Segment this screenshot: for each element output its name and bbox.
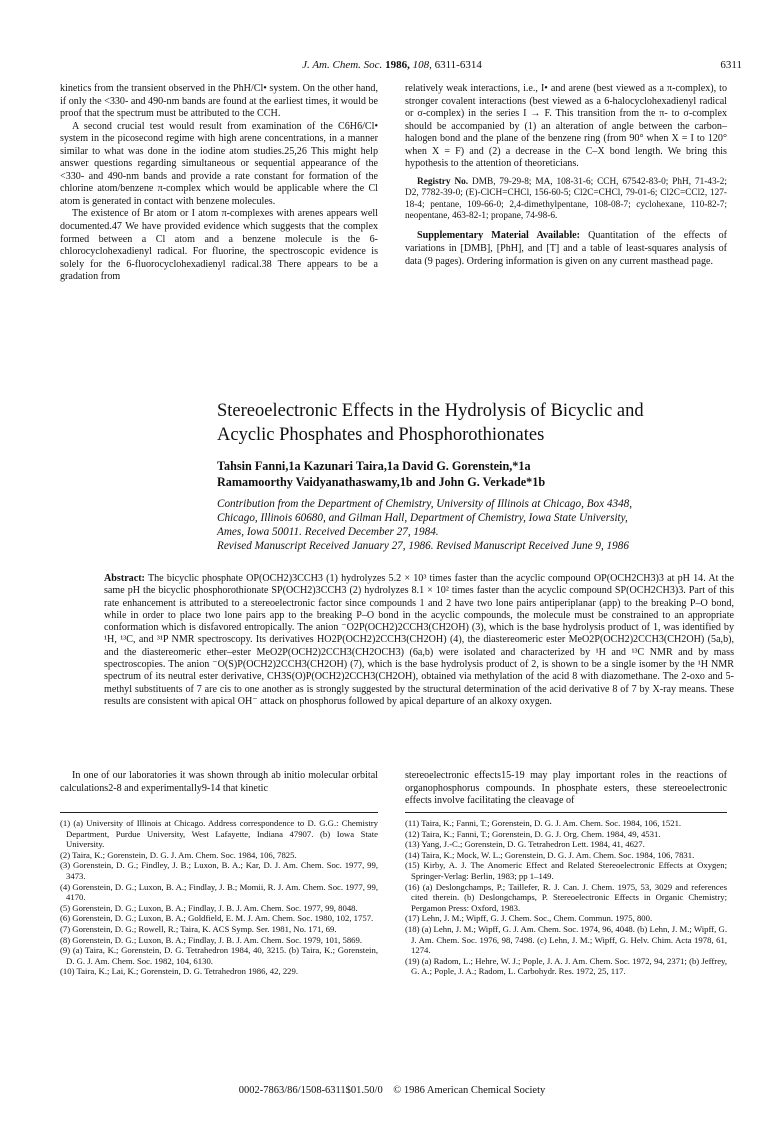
registry-numbers bbox=[405, 177, 727, 223]
intro-right bbox=[405, 770, 727, 808]
intro-left bbox=[60, 770, 378, 795]
footnote: (13) Yang, J.-C.; Gorenstein, D. G. Tetrahedron Lett. 1984, 41, 4627. bbox=[405, 839, 645, 850]
footnote: (6) Gorenstein, D. G.; Luxon, B. A.; Goldfield, E. M. J. Am. Chem. Soc. 1980, 102, 1757. bbox=[60, 913, 374, 924]
footnote: (7) Gorenstein, D. G.; Rowell, R.; Taira, K. ACS Symp. Ser. 1981, No. 171, 69. bbox=[60, 923, 337, 934]
affiliation-line: Contribution from the Department of Chemistry, University of Illinois at Chicago, Box 4348, bbox=[217, 498, 633, 510]
journal-name: J. Am. Chem. Soc. bbox=[302, 59, 383, 71]
prev-paragraph: kinetics from the transient observed in the PhH/Cl• system. On the other hand, if only the <330- and 490-nm bands are found at the earliest times, it would be proof that the spectrum must be attributed to the CCH. bbox=[60, 83, 378, 120]
footnotes-right bbox=[405, 818, 727, 977]
supp-label: Supplementary Material Available: bbox=[417, 230, 580, 242]
footer-copyright: © 1986 American Chemical Society bbox=[393, 1085, 546, 1096]
page-number: 6311 bbox=[720, 59, 742, 71]
prev-article-right-column bbox=[405, 83, 727, 268]
footer-code: 0002-7863/86/1508-6311$01.50/0 bbox=[238, 1085, 383, 1096]
footnote: (15) Kirby, A. J. The Anomeric Effect and Related Stereoelectronic Effects at Oxygen; Springer-Verlag: Berlin, 1983; pp 1–149. bbox=[405, 860, 727, 881]
footnote: (19) (a) Radom, L.; Hehre, W. J.; Pople, J. A. J. Am. Chem. Soc. 1972, 94, 2371; (b) Jeffrey, G. A.; Pople, J. A.; Radom, L. Carbohydr. Res. 1972, 25, 117. bbox=[405, 955, 727, 977]
footnote: (1) (a) University of Illinois at Chicago. Address correspondence to D. G.G.: Chemistry Department, Purdue University, West Lafayette, Indiana 47907. (b) Iowa State University. bbox=[60, 818, 378, 850]
abstract bbox=[104, 573, 734, 708]
article-authors bbox=[217, 458, 737, 490]
prev-paragraph: A second crucial test would result from examination of the C6H6/Cl• system in the picosecond regime with high arene concentrations, in a manner similar to what was done in the iodine atom studies.25,26 This might help answer questions regarding simultaneous or sequential appearance of the <330- and 490-nm bands and provide a rate constant for formation of the chlorine atom/benzene π-complex which would be applicable where the Cl atom is generated in contact with benzene molecules. bbox=[60, 120, 378, 207]
footnote-rule-left bbox=[60, 812, 378, 813]
affiliation-line: Ames, Iowa 50011. Received December 27, 1984. bbox=[217, 526, 439, 538]
footnote: (2) Taira, K.; Gorenstein, D. G. J. Am. Chem. Soc. 1984, 106, 7825. bbox=[60, 849, 297, 860]
footnote: (10) Taira, K.; Lai, K.; Gorenstein, D. G. Tetrahedron 1986, 42, 229. bbox=[60, 966, 299, 977]
prev-paragraph: relatively weak interactions, i.e., I• and arene (best viewed as a π-complex), to stronger covalent interactions (best viewed as a 6-halocyclohexadienyl radical or σ-complex) in the series I → F. This transition from the π- to σ-complex should be accompanied by (1) an alteration of angle between the carbon–halogen bond and the plane of the benzene ring (from 90° when X = I to 120° when X = F) and (2) a decrease in the C–X bond length. We bring this hypothesis to the attention of theoreticians. bbox=[405, 83, 727, 170]
authors-line: Ramamoorthy Vaidyanathaswamy,1b and John G. Verkade*1b bbox=[217, 475, 546, 489]
footnote: (18) (a) Lehn, J. M.; Wipff, G. J. Am. Chem. Soc. 1974, 96, 4048. (b) Lehn, J. M.; Wipff, G. J. Am. Chem. Soc. 1976, 98, 7498. (c) Lehn, J. M.; Wipff, G. Helv. Chim. Acta 1978, 61, 1274. bbox=[405, 923, 727, 956]
title-line: Stereoelectronic Effects in the Hydrolysis of Bicyclic and bbox=[217, 401, 644, 421]
journal-year: 1986, bbox=[385, 59, 410, 71]
intro-paragraph: stereoelectronic effects15-19 may play important roles in the reactions of organophosphorus compounds. In phosphate esters, these stereoelectronic effects involve facilitating the cleavage of bbox=[405, 770, 727, 807]
footnotes-left bbox=[60, 818, 378, 977]
abstract-text: The bicyclic phosphate OP(OCH2)3CCH3 (1) hydrolyzes 5.2 × 10³ times faster than the acyclic compound OP(OCH2CH3)3 at pH 14. At the same pH the bicyclic phosphorothionate SP(OCH2)3CCH3 (2) hydrolyzes 8.1 × 10² times faster than the acyclic compound SP(OCH2CH3)3. Part of this rate enhancement is attributed to a stereoelectronic factor since compounds 1 and 2 have two lone pairs antiperiplanar (app) to the breaking P–O bond, while in order to place two lone pairs app to the breaking P–O bond in the acyclic compounds, the molecule must be constrained to an appropriate conformation which is disfavored entropically. The anion ⁻O2P(OCH2)2CCH3(CH2OH) (3), which is the base hydrolysis product of 1, was identified by ¹H, ¹³C, and ³¹P NMR spectroscopy. Its derivatives HO2P(OCH2)2CCH3(CH2OH) (4), the diastereomeric ester MeO2P(OCH2)2CCH3(CH2OH) (5a,b), and the diastereomeric ether–ester MeO2P(OCH2)2CCH3(CH2OCH3) (6a,b) were isolated and characterized by ¹H and ¹³C NMR and by mass spectroscopies. The anion ⁻O(S)P(OCH2)2CCH3(CH2OH) (7), which is the base hydrolysis product of 2, is shown to be a single isomer by the ¹H NMR spectrum of its neutral ester derivative, CH3S(O)P(OCH2)2CCH3(CH2OH), obtained via methylation of the acid 8 with diazomethane. The 2-oxo and 5-methyl substituents of 7 are cis to one another as is strongly suggested by the structural determination of the acid derivative 8 of 7 by X-ray means. These results are consistent with apical OH⁻ attack on phosphorus followed by apical departure of an alkoxy oxygen. bbox=[104, 573, 734, 707]
authors-line: Tahsin Fanni,1a Kazunari Taira,1a David G. Gorenstein,*1a bbox=[217, 459, 531, 473]
journal-pages: 6311-6314 bbox=[434, 59, 482, 71]
footnote: (5) Gorenstein, D. G.; Luxon, B. A.; Findlay, J. B. J. Am. Chem. Soc. 1977, 99, 8048. bbox=[60, 902, 358, 913]
footnote: (11) Taira, K.; Fanni, T.; Gorenstein, D. G. J. Am. Chem. Soc. 1984, 106, 1521. bbox=[405, 818, 682, 828]
title-line: Acyclic Phosphates and Phosphorothionates bbox=[217, 425, 545, 445]
registry-label: Registry No. bbox=[417, 176, 469, 187]
intro-paragraph: In one of our laboratories it was shown through ab initio molecular orbital calculations2-8 and experimentally9-14 that kinetic bbox=[60, 770, 378, 794]
footnote: (9) (a) Taira, K.; Gorenstein, D. G. Tetrahedron 1984, 40, 3215. (b) Taira, K.; Gorenstein, D. G. J. Am. Chem. Soc. 1982, 104, 6130. bbox=[60, 945, 378, 966]
footnote: (4) Gorenstein, D. G.; Luxon, B. A.; Findlay, J. B.; Momii, R. J. Am. Chem. Soc. 1977, 99, 4170. bbox=[60, 881, 378, 903]
footnote: (3) Gorenstein, D. G.; Findley, J. B.; Luxon, B. A.; Kar, D. J. Am. Chem. Soc. 1977, 99, 3473. bbox=[60, 860, 378, 881]
running-header bbox=[0, 59, 784, 71]
footnote: (8) Gorenstein, D. G.; Luxon, B. A.; Findlay, J. B. J. Am. Chem. Soc. 1979, 101, 5869. bbox=[60, 934, 363, 945]
affiliation-line: Revised Manuscript Received January 27, 1986. Revised Manuscript Received June 9, 1986 bbox=[217, 540, 629, 552]
affiliation-line: Chicago, Illinois 60680, and Gilman Hall, Department of Chemistry, Iowa State University, bbox=[217, 512, 628, 524]
footnote: (16) (a) Deslongchamps, P.; Taillefer, R. J. Can. J. Chem. 1975, 53, 3029 and references cited therein. (b) Deslongchamps, P. Stereoelectronic Effects in Organic Chemistry; Pergamon Press: Oxford, 1983. bbox=[405, 881, 727, 913]
footnote-rule-right bbox=[405, 812, 727, 813]
footnote: (17) Lehn, J. M.; Wipff, G. J. Chem. Soc., Chem. Commun. 1975, 800. bbox=[405, 913, 653, 924]
registry-text: DMB, 79-29-8; MA, 108-31-6; CCH, 67542-83-0; PhH, 71-43-2; D2, 7782-39-0; (E)-ClCH=CHCl, 156-60-5; Cl2C=CHCl, 79-01-6; Cl2C=CCl2, 127-18-4; pentane, 109-66-0; 2,4-dimethylpentane, 108-08-7; cyclohexane, 110-82-7; neopentane, 463-82-1; propane, 74-98-6. bbox=[405, 176, 727, 222]
supplementary-material bbox=[405, 230, 727, 268]
journal-volume: 108, bbox=[412, 59, 432, 71]
prev-article-left-column bbox=[60, 83, 378, 284]
prev-paragraph: The existence of Br atom or I atom π-complexes with arenes appears well documented.47 We have provided evidence which suggests that the complex formed between a Cl atom and a benzene molecule is the 6-chlorocyclohexadienyl radical. For fluorine, the spectroscopic evidence is solely for the 6-fluorocyclohexadienyl radical.38 There appears to be a gradation from bbox=[60, 208, 378, 283]
article-title bbox=[217, 399, 737, 447]
footnote: (14) Taira, K.; Mock, W. L.; Gorenstein, D. G. J. Am. Chem. Soc. 1984, 106, 7831. bbox=[405, 849, 695, 860]
supp-text: Quantitation of the effects of variations in [DMB], [PhH], and [T] and a table of least-squares analysis of data (9 pages). Ordering information is given on any current masthead page. bbox=[405, 230, 728, 267]
article-affiliation bbox=[217, 497, 757, 553]
footnote: (12) Taira, K.; Fanni, T.; Gorenstein, D. G. J. Org. Chem. 1984, 49, 4531. bbox=[405, 828, 661, 839]
abstract-label: Abstract: bbox=[104, 573, 145, 584]
page-footer bbox=[0, 1085, 784, 1096]
